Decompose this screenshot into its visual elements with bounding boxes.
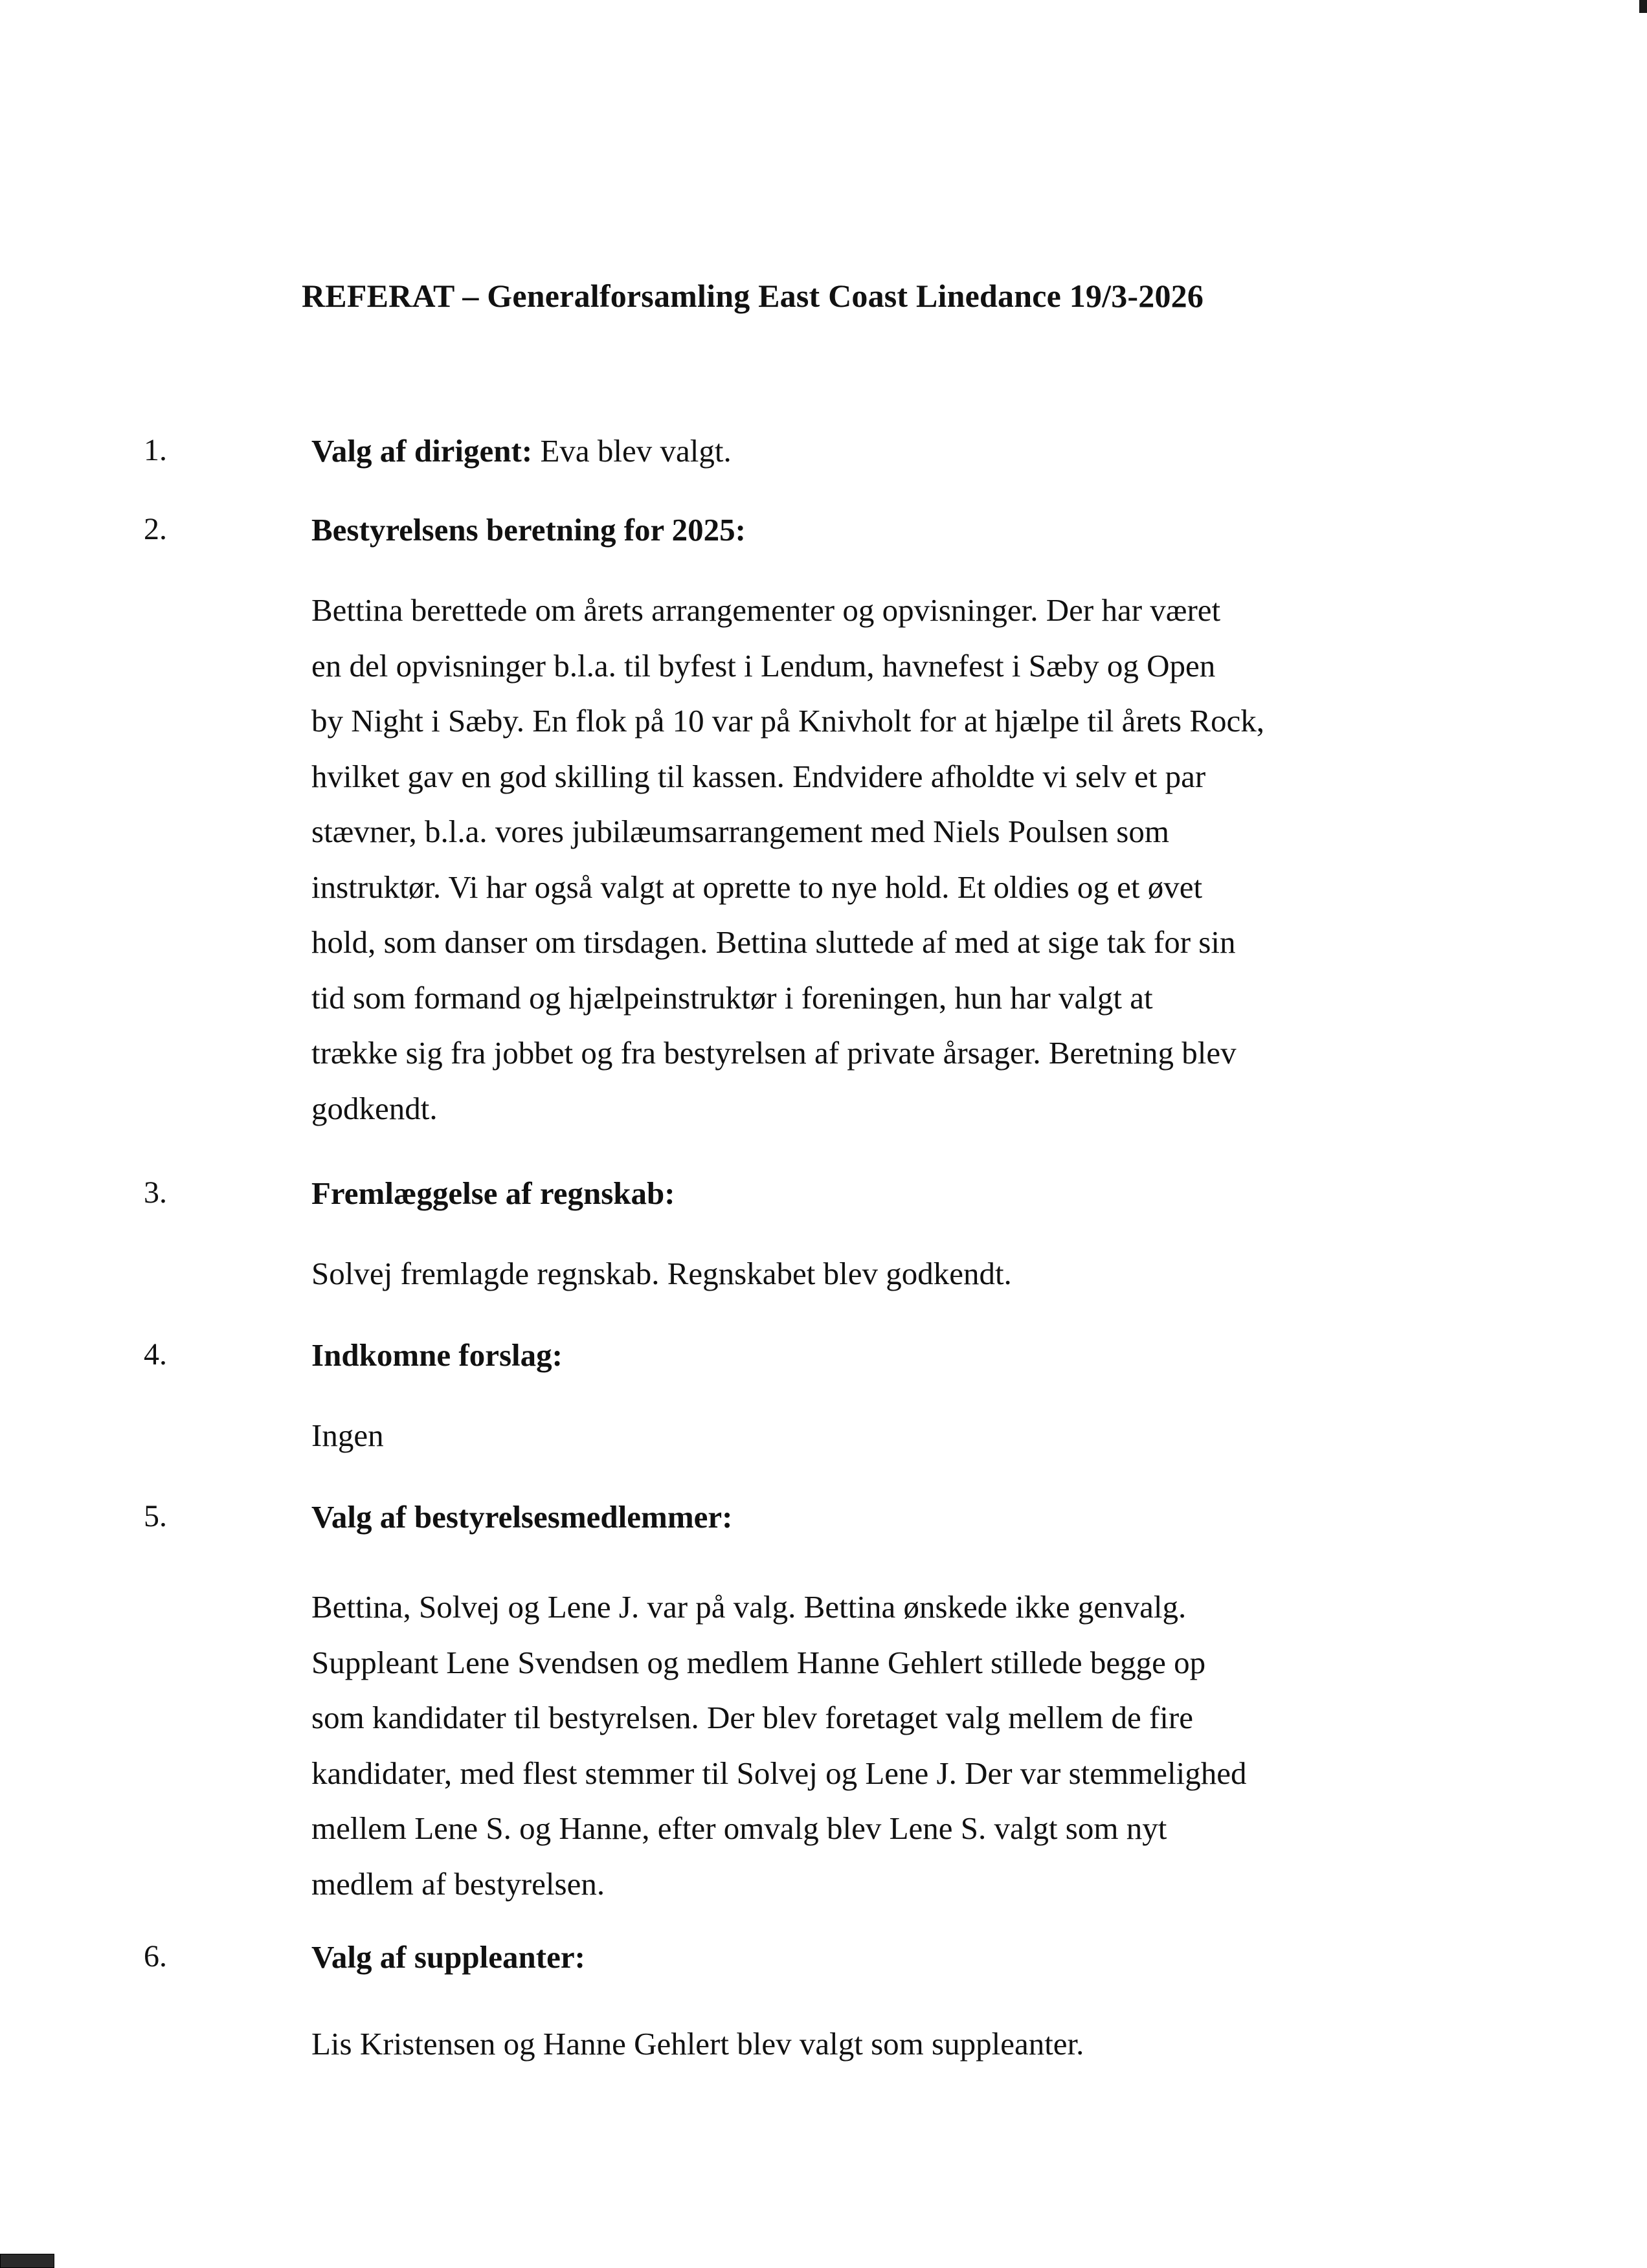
body-line: hvilket gav en god skilling til kassen. Endvidere afholdte vi selv et par	[311, 758, 1206, 794]
body-line: medlem af bestyrelsen.	[311, 1865, 605, 1902]
item-heading	[311, 1175, 675, 1212]
item-heading-label: Indkomne forslag:	[311, 1337, 563, 1373]
item-4-body	[311, 1408, 1477, 1463]
item-number: 2.	[144, 512, 167, 546]
item-heading-label: Valg af dirigent:	[311, 433, 533, 469]
scan-edge-mark-bottom	[0, 2254, 54, 2268]
item-number: 3.	[144, 1175, 167, 1210]
body-line: kandidater, med flest stemmer til Solvej og Lene J. Der var stemmelighed	[311, 1755, 1247, 1791]
body-line: stævner, b.l.a. vores jubilæumsarrangement med Niels Poulsen som	[311, 814, 1169, 849]
item-5-body	[311, 1579, 1477, 1911]
body-line: trække sig fra jobbet og fra bestyrelsen af private årsager. Beretning blev	[311, 1035, 1237, 1071]
body-line: instruktør. Vi har også valgt at oprette to nye hold. Et oldies og et øvet	[311, 869, 1203, 905]
item-6-body	[311, 2016, 1477, 2072]
item-heading-label: Bestyrelsens beretning for 2025:	[311, 512, 746, 548]
body-line: Lis Kristensen og Hanne Gehlert blev valgt som suppleanter.	[311, 2026, 1084, 2062]
scan-edge-mark-top	[1639, 0, 1647, 13]
body-line: Bettina, Solvej og Lene J. var på valg. Bettina ønskede ikke genvalg.	[311, 1589, 1187, 1625]
body-line: Suppleant Lene Svendsen og medlem Hanne Gehlert stillede begge op	[311, 1644, 1206, 1680]
item-number: 5.	[144, 1499, 167, 1533]
item-heading	[311, 1337, 563, 1373]
body-line: godkendt.	[311, 1090, 438, 1126]
item-heading	[311, 432, 732, 469]
body-line: en del opvisninger b.l.a. til byfest i Lendum, havnefest i Sæby og Open	[311, 647, 1216, 684]
body-line: Bettina berettede om årets arrangementer og opvisninger. Der har været	[311, 592, 1221, 628]
item-heading-label: Valg af suppleanter:	[311, 1939, 585, 1975]
item-heading	[311, 1939, 585, 1975]
document-title: REFERAT – Generalforsamling East Coast Linedance 19/3-2026	[302, 278, 1204, 314]
body-line: Solvej fremlagde regnskab. Regnskabet blev godkendt.	[311, 1256, 1012, 1291]
item-heading	[311, 1498, 732, 1535]
body-line: by Night i Sæby. En flok på 10 var på Knivholt for at hjælpe til årets Rock,	[311, 703, 1265, 739]
item-heading	[311, 511, 746, 548]
body-line: Ingen	[311, 1418, 384, 1453]
body-line: som kandidater til bestyrelsen. Der blev foretaget valg mellem de fire	[311, 1700, 1193, 1735]
item-number: 4.	[144, 1337, 167, 1372]
body-line: tid som formand og hjælpeinstruktør i foreningen, hun har valgt at	[311, 979, 1153, 1016]
item-3-body	[311, 1246, 1477, 1302]
item-heading-label: Fremlæggelse af regnskab:	[311, 1175, 675, 1211]
item-number: 6.	[144, 1939, 167, 1973]
body-line: mellem Lene S. og Hanne, efter omvalg blev Lene S. valgt som nyt	[311, 1810, 1167, 1846]
item-inline-text: Eva blev valgt.	[532, 433, 732, 469]
item-number: 1.	[144, 433, 167, 467]
item-2-body	[311, 583, 1477, 1136]
item-heading-label: Valg af bestyrelsesmedlemmer:	[311, 1499, 733, 1535]
body-line: hold, som danser om tirsdagen. Bettina sluttede af med at sige tak for sin	[311, 924, 1236, 960]
